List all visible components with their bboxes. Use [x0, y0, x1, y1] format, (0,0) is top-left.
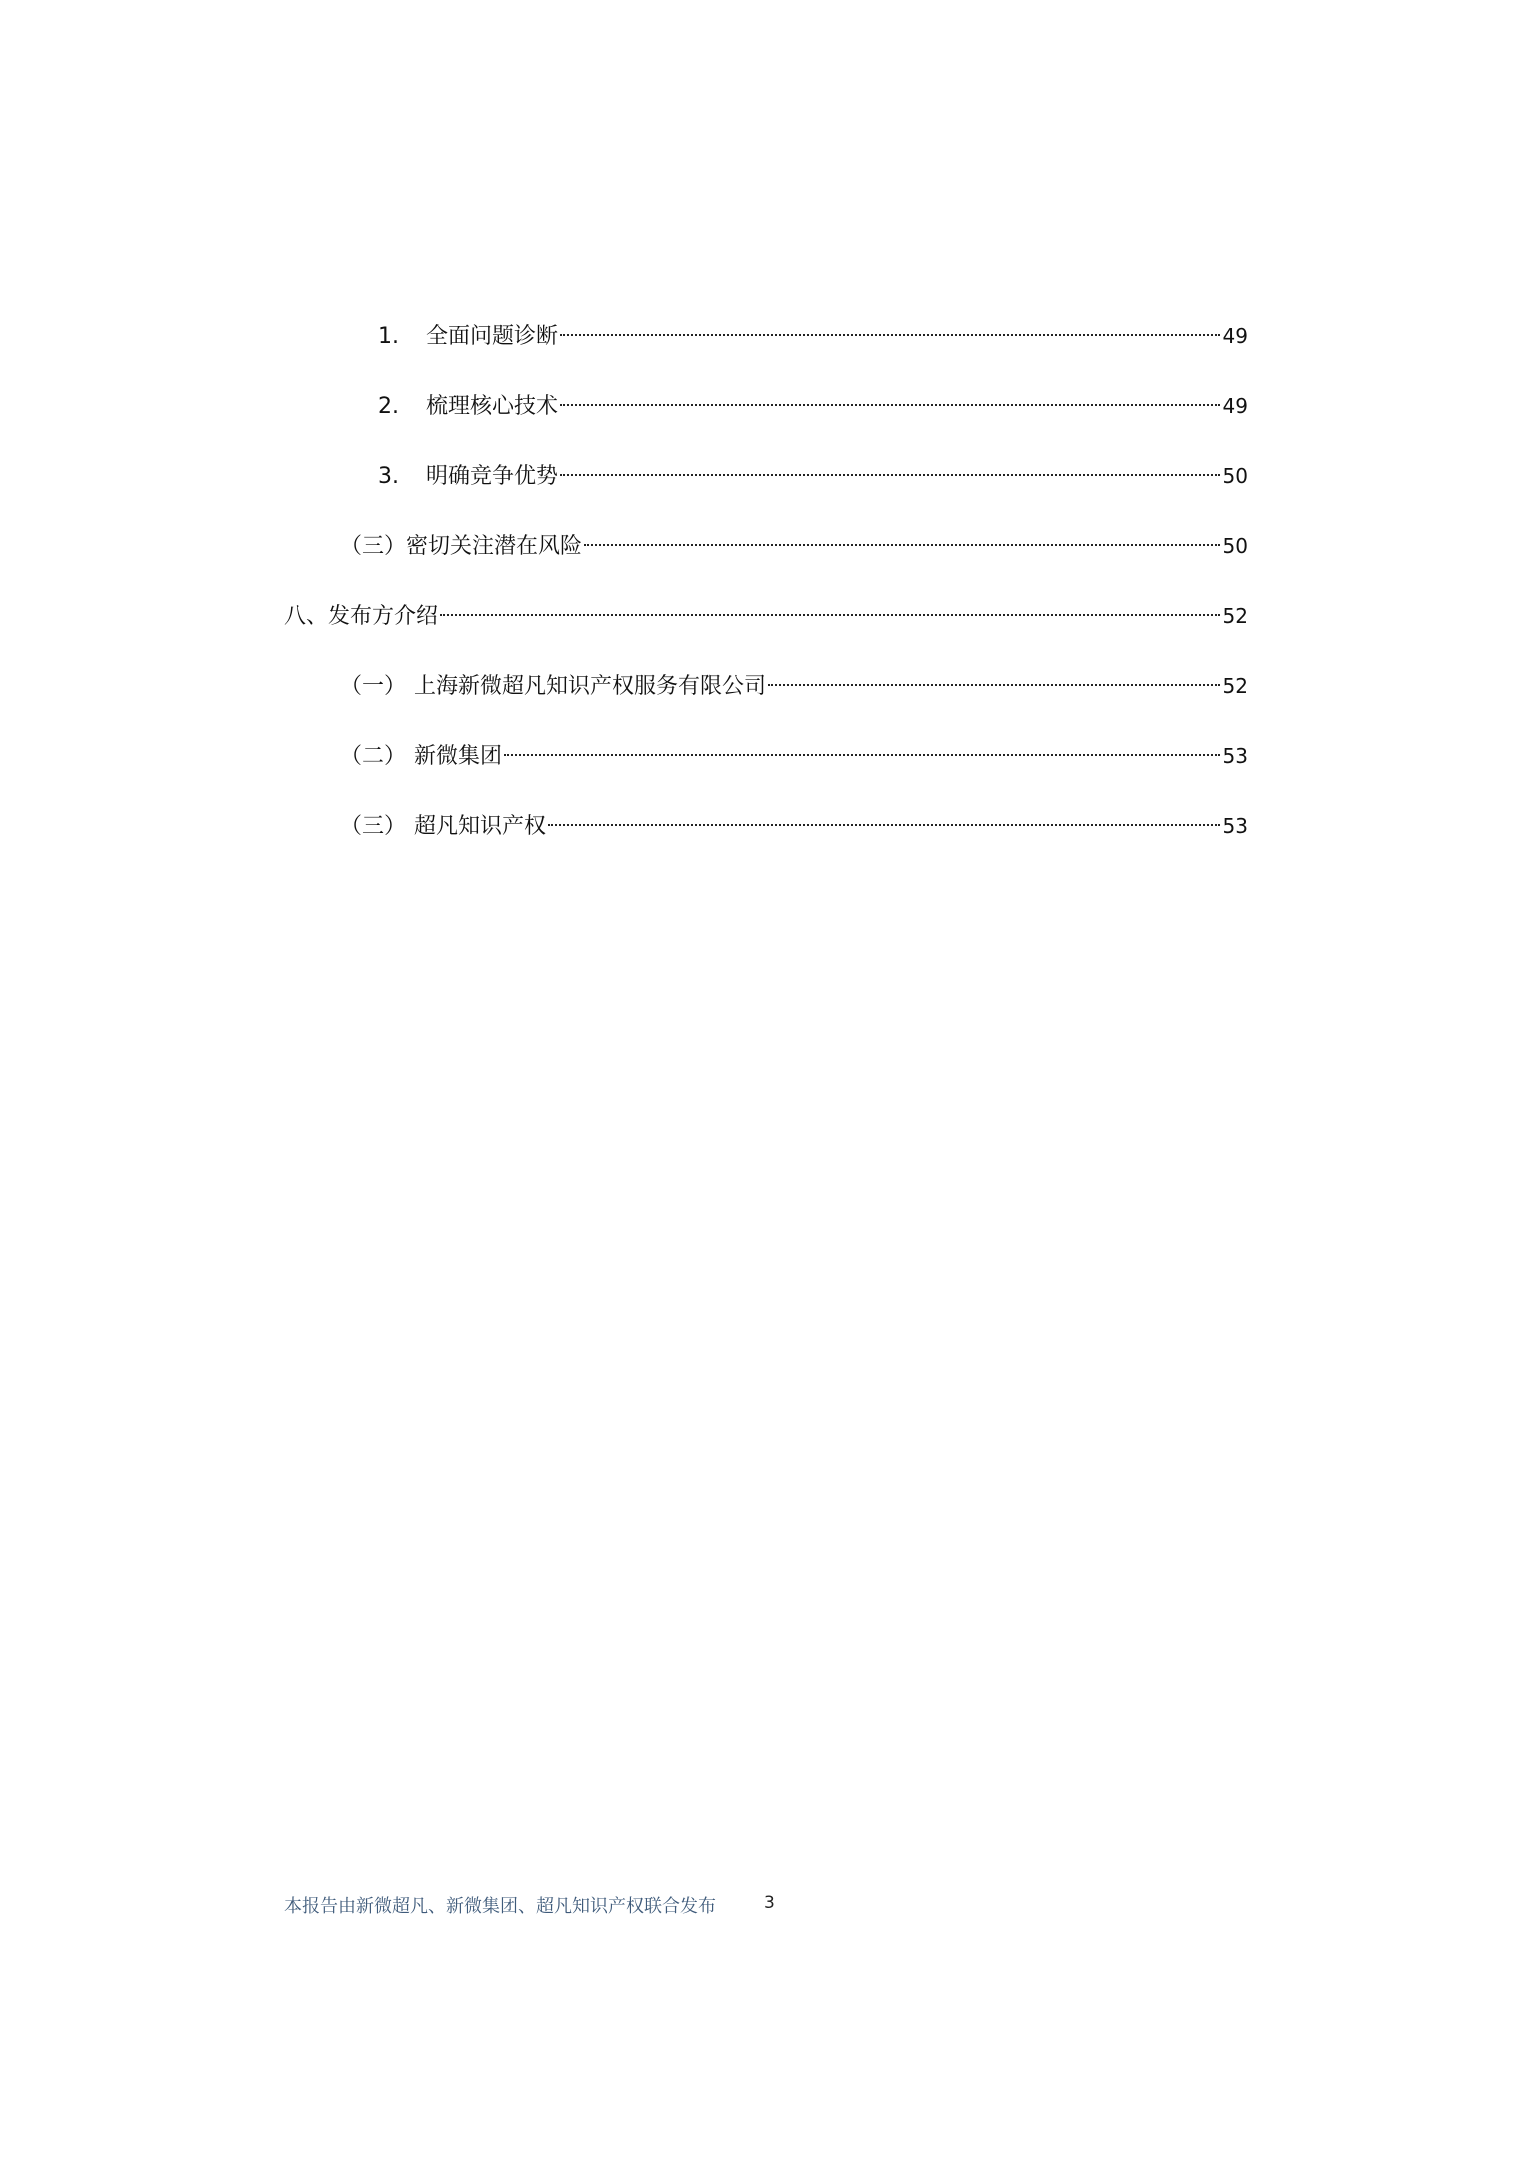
toc-entry-number: 2. [378, 394, 399, 419]
toc-entry-title: 上海新微超凡知识产权服务有限公司 [414, 674, 767, 699]
toc-entry-title: 明确竞争优势 [426, 464, 559, 489]
toc-entry-number: 八、 [284, 604, 329, 629]
toc-entry-page: 49 [1222, 394, 1248, 418]
footer-credit: 本报告由新微超凡、新微集团、超凡知识产权联合发布 [284, 1896, 716, 1917]
toc-entry[interactable] [284, 596, 1248, 636]
dot-leader [768, 684, 1220, 686]
toc-entry-page: 50 [1222, 534, 1248, 558]
toc-entry-page: 50 [1222, 464, 1248, 488]
page-footer [284, 1892, 775, 1918]
toc-entry[interactable] [340, 666, 1248, 706]
toc-entry[interactable] [378, 316, 1248, 356]
toc-entry-title: 新微集团 [414, 744, 503, 769]
dot-leader [584, 544, 1220, 546]
toc-entry-title: 全面问题诊断 [426, 324, 559, 349]
toc-entry[interactable] [340, 806, 1248, 846]
toc-entry-title: 密切关注潜在风险 [406, 534, 583, 559]
dot-leader [560, 474, 1220, 476]
dot-leader [440, 614, 1220, 616]
dot-leader [504, 754, 1220, 756]
toc-entry-page: 52 [1222, 604, 1248, 628]
dot-leader [548, 824, 1220, 826]
page-number: 3 [764, 1893, 775, 1913]
toc-entry[interactable] [340, 736, 1248, 776]
dot-leader [560, 334, 1220, 336]
toc-entry[interactable] [378, 386, 1248, 426]
toc-entry-page: 52 [1222, 674, 1248, 698]
toc-entry-number: 3. [378, 464, 399, 489]
toc-entry-number: 1. [378, 324, 399, 349]
toc-entry[interactable] [378, 456, 1248, 496]
toc-entry-title: 超凡知识产权 [414, 814, 547, 839]
toc-entry-page: 49 [1222, 324, 1248, 348]
toc-entry[interactable] [340, 526, 1248, 566]
dot-leader [560, 404, 1220, 406]
toc-entry-number: （二） [340, 744, 407, 769]
toc-entry-title: 发布方介绍 [328, 604, 439, 629]
toc-entry-number: （三） [340, 534, 407, 559]
toc-entry-title: 梳理核心技术 [426, 394, 559, 419]
toc-entry-number: （三） [340, 814, 407, 839]
toc-entry-page: 53 [1222, 814, 1248, 838]
toc-entry-page: 53 [1222, 744, 1248, 768]
toc-entry-number: （一） [340, 674, 407, 699]
